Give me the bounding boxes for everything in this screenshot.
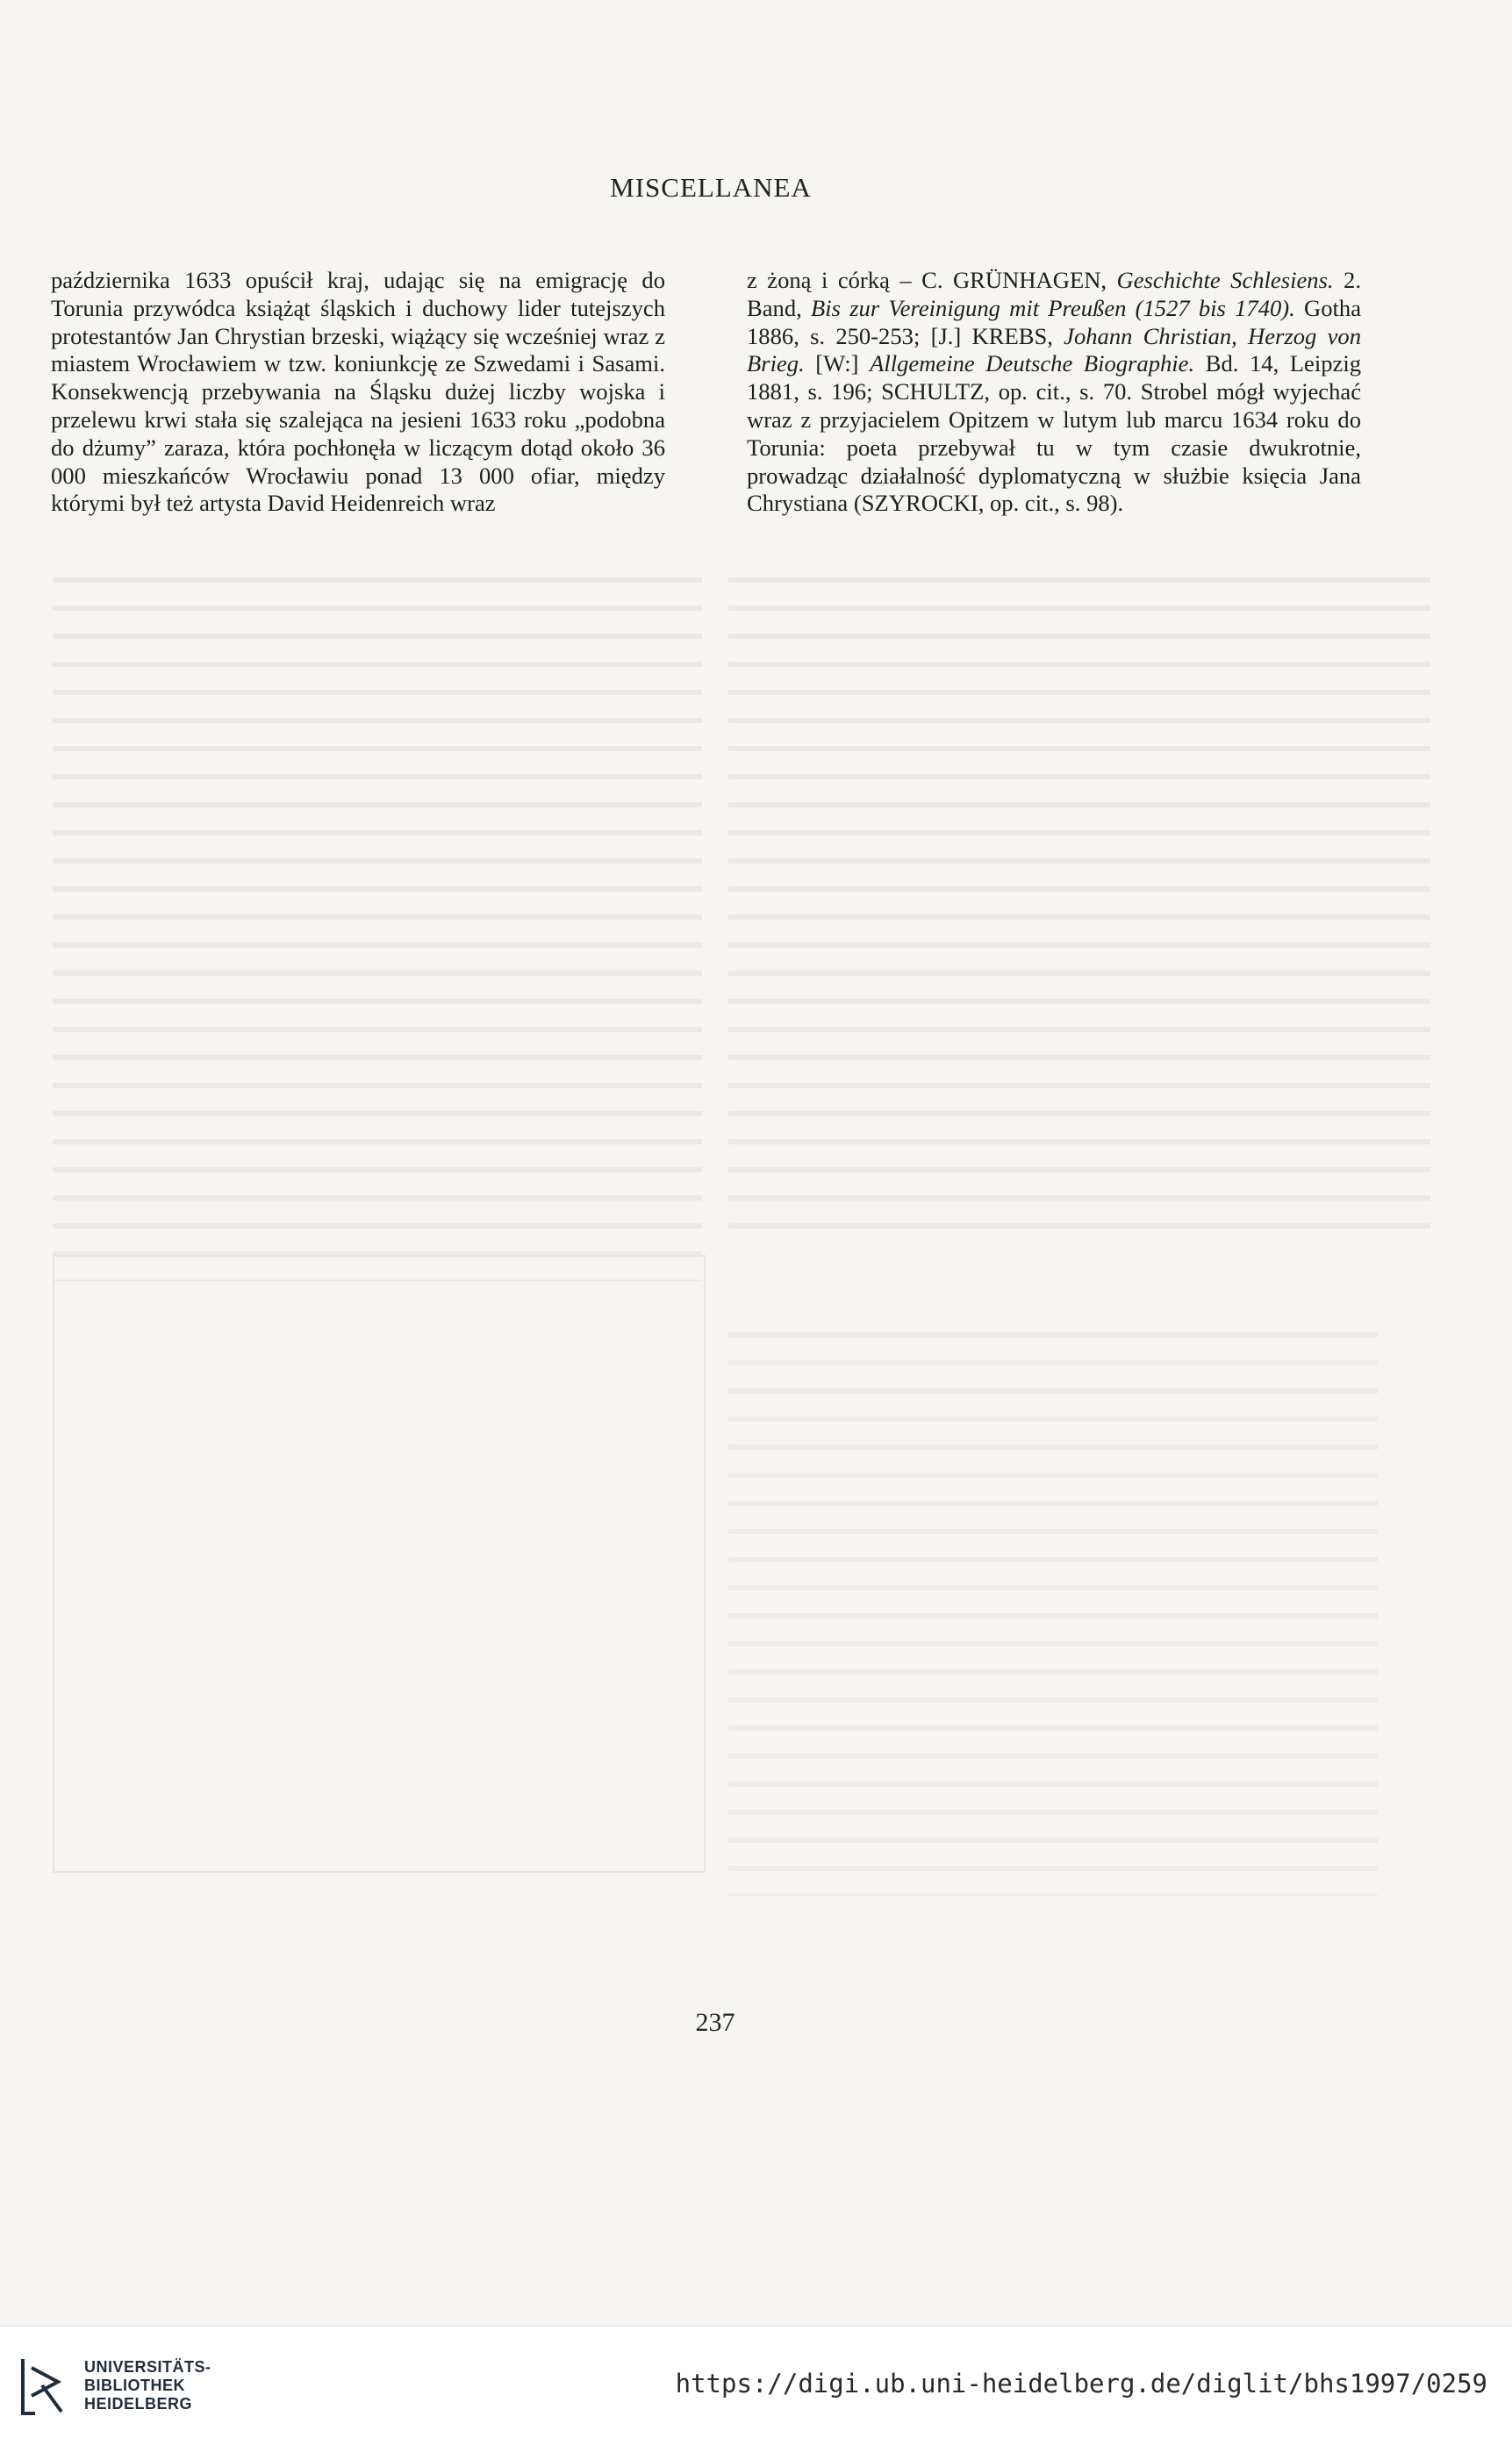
library-name-line: BIBLIOTHEK [84,2377,185,2394]
right-column-text [747,267,1361,518]
heidelberg-library-logo-icon [18,2356,67,2417]
italic-title: Allgemeine Deutsche Biographie. [870,350,1195,377]
running-head: MISCELLANEA [610,172,812,203]
library-name [84,2358,211,2413]
viewer-footer [0,2326,1512,2438]
text-run: z żoną i córką – C. GRÜNHAGEN, [747,267,1117,293]
show-through-caption [728,1316,1378,1896]
text-run: Bd. 14, Leipzig 1881, s. 196; SCHULTZ, op. cit., s. 70. Strobel mógł wyjechać wraz z przyjacielem Opitzem w lutym lub marcu 1634 roku do Torunia: poeta przebywał tu w tym czasie dwukrotnie, prowadząc działalność dyplomatyczną w służbie księcia Jana Chrystiana (SZYROCKI, op. cit., s. 98). [747,350,1362,517]
text-run: 2. Band, [747,267,1361,321]
italic-title: Johann Christian, Herzog von Brieg. [747,322,1361,377]
show-through-text-left [53,562,702,1281]
text-run: Gotha 1886, s. 250-253; [J.] KREBS, [747,294,1362,349]
right-column [747,267,1361,518]
show-through-figure-left [53,1255,706,1873]
left-column [51,267,665,518]
show-through-text-right [728,562,1430,1229]
italic-title: Bis zur Vereinigung mit Preußen (1527 bis 1740). [811,294,1295,321]
page-number: 237 [695,2008,735,2037]
text-run: [W:] [804,350,871,377]
library-name-line: HEIDELBERG [84,2395,193,2413]
library-name-line: UNIVERSITÄTS- [84,2358,211,2376]
source-url-link[interactable]: https://digi.ub.uni-heidelberg.de/diglit/bhs1997/0259 [675,2369,1487,2399]
italic-title: Geschichte Schlesiens. [1116,267,1334,293]
left-column-text: października 1633 opuścił kraj, udając się na emigrację do Torunia przywódca książąt śląskich i duchowy lider tutejszych protestantów Jan Chrystian brzeski, wiążący się wcześniej wraz z miastem Wrocławiem w tzw. koniunkcję ze Szwedami i Sasami. Konsekwencją przebywania na Śląsku dużej liczby wojska i przelewu krwi stała się szalejąca na jesieni 1633 roku „podobna do dżumy” zaraza, która pochłonęła w liczącym dotąd około 36 000 mieszkańców Wrocławiu ponad 13 000 ofiar, między którymi był też artysta David Heidenreich wraz [51,267,665,517]
